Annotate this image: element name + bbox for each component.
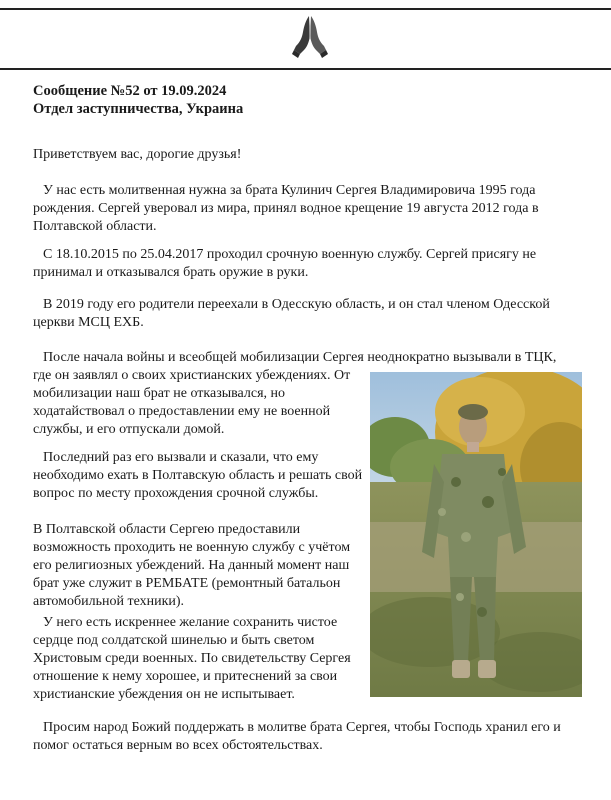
department-title: Отдел заступничества, Украина <box>33 101 244 117</box>
bottom-rule <box>0 68 611 70</box>
praying-hands-icon <box>290 14 330 60</box>
soldier-photo-illustration <box>370 372 582 697</box>
paragraph-mobilization-first-line: После начала войны и всеобщей мобилизации Сергея неоднократно вызывали в ТЦК, <box>43 350 557 365</box>
soldier-photo <box>370 372 582 697</box>
paragraph-background: У нас есть молитвенная нужна за брата Кулинич Сергея Владимировича 1995 года рождения. Сергей уверовал из мира, принял водное крещение 19 августа 2012 года в Полтавской области. <box>33 183 539 234</box>
paragraph-last-summons: Последний раз его вызвали и сказали, что ему необходимо ехать в Полтавскую область и решать свой вопрос по месту прохождения срочной службы. <box>33 450 363 501</box>
paragraph-alternative-service: В Полтавской области Сергею предоставили возможность проходить не военную службу с учётом его религиозных убеждений. На данный момент наш брат уже служит в РЕМБАТЕ (ремонтный батальон автомобильной техники). <box>33 522 351 609</box>
greeting: Приветствуем вас, дорогие друзья! <box>33 147 242 162</box>
paragraph-desire: У него есть искреннее желание сохранить чистое сердце под солдатской шинелью и быть светом Христовым среди военных. По свидетельству Сергея отношение к нему хорошее, и притеснений за свои христианские убеждения он не испытывает. <box>33 615 351 702</box>
top-rule <box>0 8 611 10</box>
paragraph-prayer-request: Просим народ Божий поддержать в молитве брата Сергея, чтобы Господь хранил его и помог остаться верным во всех обстоятельствах. <box>33 720 561 753</box>
paragraph-relocation: В 2019 году его родители переехали в Одесскую область, и он стал членом Одесской церкви МСЦ ЕХБ. <box>33 297 550 330</box>
paragraph-military-service: С 18.10.2015 по 25.04.2017 проходил срочную военную службу. Сергей присягу не принимал и отказывался брать оружие в руки. <box>33 247 537 280</box>
message-title: Сообщение №52 от 19.09.2024 <box>33 83 227 99</box>
paragraph-mobilization: где он заявлял о своих христианских убеждениях. От мобилизации наш брат не отказывался, но ходатайствовал о предоставлении ему не военной службы, и его отпускали домой. <box>33 368 351 437</box>
